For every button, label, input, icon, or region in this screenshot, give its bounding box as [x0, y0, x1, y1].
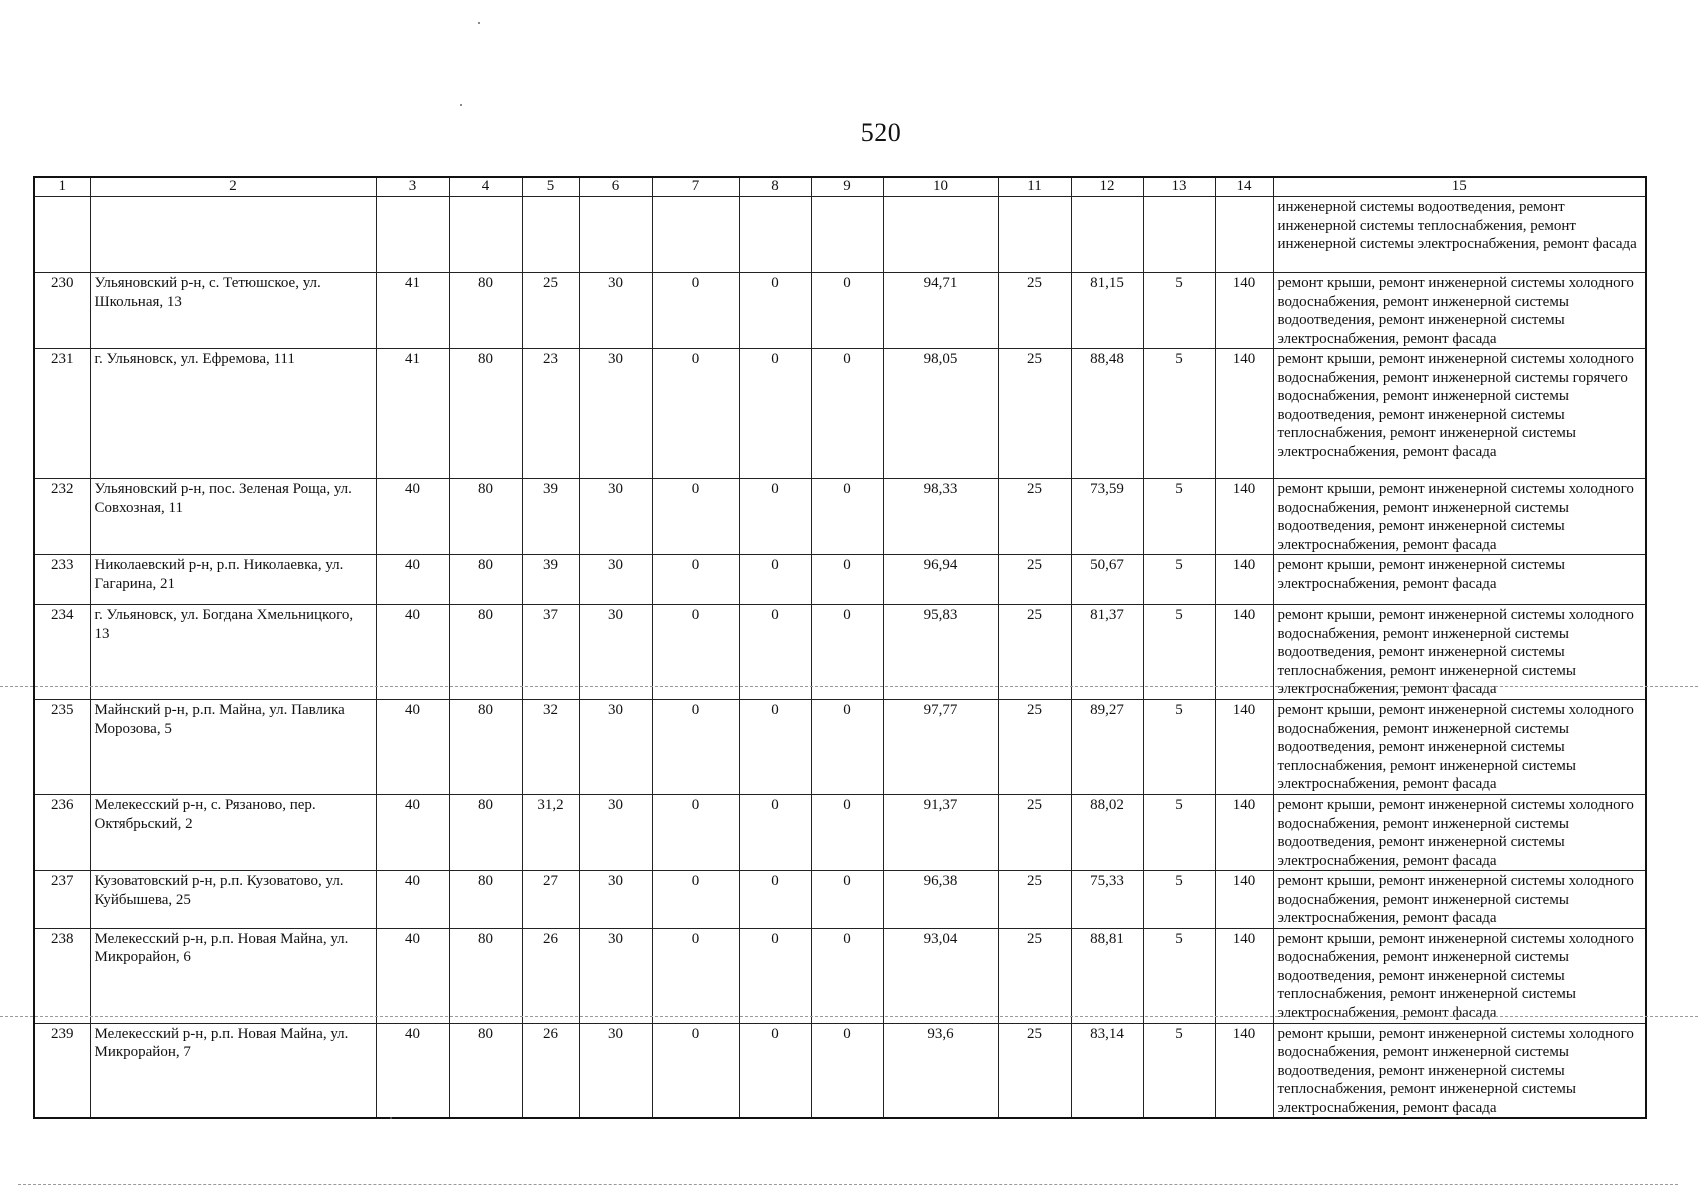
address-cell: г. Ульяновск, ул. Ефремова, 111 — [90, 349, 376, 479]
works-cell: ремонт крыши, ремонт инженерной системы холодного водоснабжения, ремонт инженерной системы водоотведения, ремонт инженерной системы электроснабжения, ремонт фасада — [1273, 479, 1646, 555]
works-cell: ремонт крыши, ремонт инженерной системы холодного водоснабжения, ремонт инженерной системы водоотведения, ремонт инженерной системы электроснабжения, ремонт фасада — [1273, 795, 1646, 871]
table-row — [34, 479, 1646, 555]
value-cell: 31,2 — [522, 795, 579, 871]
value-cell: 40 — [376, 479, 449, 555]
value-cell: 0 — [811, 871, 883, 929]
scan-speck — [460, 104, 462, 106]
value-cell: 81,37 — [1071, 605, 1143, 700]
row-number: 234 — [34, 605, 90, 700]
column-header: 15 — [1273, 177, 1646, 197]
value-cell: 140 — [1215, 700, 1273, 795]
value-cell: 0 — [652, 1023, 739, 1118]
value-cell: 75,33 — [1071, 871, 1143, 929]
value-cell: 26 — [522, 1023, 579, 1118]
value-cell: 0 — [652, 871, 739, 929]
value-cell: 80 — [449, 349, 522, 479]
value-cell: 0 — [739, 349, 811, 479]
column-header: 7 — [652, 177, 739, 197]
row-number: 235 — [34, 700, 90, 795]
column-header: 4 — [449, 177, 522, 197]
value-cell: 80 — [449, 479, 522, 555]
value-cell: 140 — [1215, 928, 1273, 1023]
value-cell: 80 — [449, 871, 522, 929]
address-cell: Мелекесский р-н, р.п. Новая Майна, ул. Микрорайон, 7 — [90, 1023, 376, 1118]
value-cell: 88,02 — [1071, 795, 1143, 871]
value-cell — [1071, 197, 1143, 273]
value-cell: 25 — [522, 273, 579, 349]
page-number: 520 — [860, 118, 902, 147]
value-cell: 5 — [1143, 795, 1215, 871]
value-cell: 37 — [522, 605, 579, 700]
column-header: 9 — [811, 177, 883, 197]
value-cell: 30 — [579, 871, 652, 929]
value-cell: 93,04 — [883, 928, 998, 1023]
scan-artifact-line — [0, 1016, 1698, 1017]
value-cell: 41 — [376, 349, 449, 479]
value-cell — [1215, 197, 1273, 273]
value-cell: 0 — [652, 273, 739, 349]
value-cell — [376, 197, 449, 273]
works-cell: ремонт крыши, ремонт инженерной системы электроснабжения, ремонт фасада — [1273, 555, 1646, 605]
value-cell: 0 — [652, 795, 739, 871]
table-row — [34, 197, 1646, 273]
value-cell: 80 — [449, 273, 522, 349]
value-cell: 0 — [739, 1023, 811, 1118]
column-header: 8 — [739, 177, 811, 197]
value-cell — [652, 197, 739, 273]
value-cell: 30 — [579, 795, 652, 871]
value-cell: 140 — [1215, 555, 1273, 605]
value-cell: 30 — [579, 555, 652, 605]
table-row — [34, 349, 1646, 479]
value-cell: 40 — [376, 555, 449, 605]
value-cell: 80 — [449, 605, 522, 700]
value-cell: 25 — [998, 928, 1071, 1023]
table-row — [34, 555, 1646, 605]
works-cell: ремонт крыши, ремонт инженерной системы холодного водоснабжения, ремонт инженерной системы водоотведения, ремонт инженерной системы теплоснабжения, ремонт инженерной системы электроснабжения, ремонт фасада — [1273, 928, 1646, 1023]
value-cell: 0 — [811, 479, 883, 555]
value-cell: 30 — [579, 349, 652, 479]
value-cell: 27 — [522, 871, 579, 929]
value-cell — [883, 197, 998, 273]
works-cell: ремонт крыши, ремонт инженерной системы холодного водоснабжения, ремонт инженерной системы горячего водоснабжения, ремонт инженерной системы водоотведения, ремонт инженерной системы теплоснабжения, ремонт инженерной системы электроснабжения, ремонт фасада — [1273, 349, 1646, 479]
value-cell: 97,77 — [883, 700, 998, 795]
row-number: 238 — [34, 928, 90, 1023]
value-cell: 88,48 — [1071, 349, 1143, 479]
value-cell: 89,27 — [1071, 700, 1143, 795]
column-header: 5 — [522, 177, 579, 197]
table-row — [34, 273, 1646, 349]
column-number-row — [34, 177, 1646, 197]
repair-program-table — [33, 176, 1647, 1119]
value-cell: 0 — [739, 479, 811, 555]
value-cell: 140 — [1215, 871, 1273, 929]
value-cell: 0 — [652, 555, 739, 605]
value-cell: 80 — [449, 795, 522, 871]
value-cell: 80 — [449, 700, 522, 795]
value-cell: 40 — [376, 928, 449, 1023]
value-cell: 25 — [998, 795, 1071, 871]
value-cell: 0 — [739, 871, 811, 929]
column-header: 12 — [1071, 177, 1143, 197]
value-cell: 83,14 — [1071, 1023, 1143, 1118]
works-cell: ремонт крыши, ремонт инженерной системы холодного водоснабжения, ремонт инженерной системы водоотведения, ремонт инженерной системы теплоснабжения, ремонт инженерной системы электроснабжения, ремонт фасада — [1273, 605, 1646, 700]
row-number: 231 — [34, 349, 90, 479]
address-cell: Николаевский р-н, р.п. Николаевка, ул. Гагарина, 21 — [90, 555, 376, 605]
column-header: 6 — [579, 177, 652, 197]
value-cell: 30 — [579, 605, 652, 700]
value-cell: 39 — [522, 555, 579, 605]
table-row — [34, 795, 1646, 871]
value-cell: 140 — [1215, 273, 1273, 349]
scan-speck — [478, 22, 480, 24]
value-cell: 0 — [739, 273, 811, 349]
row-number: 233 — [34, 555, 90, 605]
column-header: 10 — [883, 177, 998, 197]
value-cell: 5 — [1143, 871, 1215, 929]
works-cell: ремонт крыши, ремонт инженерной системы холодного водоснабжения, ремонт инженерной системы электроснабжения, ремонт фасада — [1273, 871, 1646, 929]
value-cell — [1143, 197, 1215, 273]
works-cell: инженерной системы водоотведения, ремонт инженерной системы теплоснабжения, ремонт инженерной системы электроснабжения, ремонт фасада — [1273, 197, 1646, 273]
table-row — [34, 928, 1646, 1023]
value-cell: 30 — [579, 273, 652, 349]
value-cell: 30 — [579, 928, 652, 1023]
value-cell: 80 — [449, 1023, 522, 1118]
address-cell: Ульяновский р-н, с. Тетюшское, ул. Школьная, 13 — [90, 273, 376, 349]
column-header: 2 — [90, 177, 376, 197]
value-cell: 0 — [811, 1023, 883, 1118]
value-cell — [449, 197, 522, 273]
value-cell: 5 — [1143, 273, 1215, 349]
value-cell: 140 — [1215, 479, 1273, 555]
scan-artifact-line — [18, 1184, 1678, 1185]
column-header: 1 — [34, 177, 90, 197]
value-cell: 80 — [449, 928, 522, 1023]
value-cell: 5 — [1143, 349, 1215, 479]
value-cell — [739, 197, 811, 273]
value-cell: 25 — [998, 555, 1071, 605]
value-cell: 0 — [652, 349, 739, 479]
value-cell: 140 — [1215, 795, 1273, 871]
value-cell: 23 — [522, 349, 579, 479]
row-number: 232 — [34, 479, 90, 555]
value-cell: 0 — [739, 605, 811, 700]
value-cell: 140 — [1215, 1023, 1273, 1118]
value-cell: 30 — [579, 700, 652, 795]
value-cell — [998, 197, 1071, 273]
value-cell — [579, 197, 652, 273]
value-cell: 0 — [652, 700, 739, 795]
value-cell: 40 — [376, 795, 449, 871]
address-cell — [90, 197, 376, 273]
value-cell: 0 — [739, 700, 811, 795]
value-cell: 140 — [1215, 349, 1273, 479]
value-cell: 95,83 — [883, 605, 998, 700]
value-cell: 25 — [998, 700, 1071, 795]
table-row — [34, 1023, 1646, 1118]
value-cell: 40 — [376, 1023, 449, 1118]
value-cell: 0 — [811, 700, 883, 795]
value-cell: 5 — [1143, 479, 1215, 555]
value-cell: 98,33 — [883, 479, 998, 555]
address-cell: Мелекесский р-н, с. Рязаново, пер. Октябрьский, 2 — [90, 795, 376, 871]
value-cell: 40 — [376, 871, 449, 929]
value-cell: 30 — [579, 479, 652, 555]
value-cell: 50,67 — [1071, 555, 1143, 605]
value-cell: 96,94 — [883, 555, 998, 605]
value-cell: 96,38 — [883, 871, 998, 929]
value-cell: 26 — [522, 928, 579, 1023]
column-header: 14 — [1215, 177, 1273, 197]
value-cell — [811, 197, 883, 273]
value-cell — [522, 197, 579, 273]
column-header: 13 — [1143, 177, 1215, 197]
value-cell: 5 — [1143, 1023, 1215, 1118]
value-cell: 30 — [579, 1023, 652, 1118]
value-cell: 140 — [1215, 605, 1273, 700]
value-cell: 0 — [811, 349, 883, 479]
value-cell: 0 — [739, 555, 811, 605]
value-cell: 25 — [998, 605, 1071, 700]
value-cell: 25 — [998, 871, 1071, 929]
row-number: 230 — [34, 273, 90, 349]
value-cell: 91,37 — [883, 795, 998, 871]
value-cell: 80 — [449, 555, 522, 605]
value-cell: 40 — [376, 605, 449, 700]
value-cell: 0 — [652, 605, 739, 700]
row-number — [34, 197, 90, 273]
value-cell: 0 — [811, 795, 883, 871]
value-cell: 25 — [998, 1023, 1071, 1118]
value-cell: 25 — [998, 273, 1071, 349]
value-cell: 0 — [652, 479, 739, 555]
address-cell: Майнский р-н, р.п. Майна, ул. Павлика Морозова, 5 — [90, 700, 376, 795]
value-cell: 94,71 — [883, 273, 998, 349]
value-cell: 5 — [1143, 928, 1215, 1023]
address-cell: Кузоватовский р-н, р.п. Кузоватово, ул. Куйбышева, 25 — [90, 871, 376, 929]
value-cell: 0 — [811, 273, 883, 349]
value-cell: 0 — [811, 555, 883, 605]
value-cell: 25 — [998, 479, 1071, 555]
table-row — [34, 871, 1646, 929]
value-cell: 0 — [811, 928, 883, 1023]
value-cell: 5 — [1143, 700, 1215, 795]
address-cell: г. Ульяновск, ул. Богдана Хмельницкого, 13 — [90, 605, 376, 700]
value-cell: 0 — [739, 928, 811, 1023]
row-number: 236 — [34, 795, 90, 871]
value-cell: 39 — [522, 479, 579, 555]
address-cell: Ульяновский р-н, пос. Зеленая Роща, ул. Совхозная, 11 — [90, 479, 376, 555]
value-cell: 88,81 — [1071, 928, 1143, 1023]
scan-speck — [390, 1117, 392, 1119]
value-cell: 41 — [376, 273, 449, 349]
table-row — [34, 700, 1646, 795]
column-header: 3 — [376, 177, 449, 197]
address-cell: Мелекесский р-н, р.п. Новая Майна, ул. Микрорайон, 6 — [90, 928, 376, 1023]
row-number: 239 — [34, 1023, 90, 1118]
value-cell: 93,6 — [883, 1023, 998, 1118]
value-cell: 98,05 — [883, 349, 998, 479]
value-cell: 73,59 — [1071, 479, 1143, 555]
row-number: 237 — [34, 871, 90, 929]
value-cell: 81,15 — [1071, 273, 1143, 349]
value-cell: 5 — [1143, 605, 1215, 700]
works-cell: ремонт крыши, ремонт инженерной системы холодного водоснабжения, ремонт инженерной системы водоотведения, ремонт инженерной системы электроснабжения, ремонт фасада — [1273, 273, 1646, 349]
scan-artifact-line — [0, 686, 1698, 687]
value-cell: 0 — [811, 605, 883, 700]
works-cell: ремонт крыши, ремонт инженерной системы холодного водоснабжения, ремонт инженерной системы водоотведения, ремонт инженерной системы теплоснабжения, ремонт инженерной системы электроснабжения, ремонт фасада — [1273, 1023, 1646, 1118]
value-cell: 25 — [998, 349, 1071, 479]
value-cell: 5 — [1143, 555, 1215, 605]
column-header: 11 — [998, 177, 1071, 197]
works-cell: ремонт крыши, ремонт инженерной системы холодного водоснабжения, ремонт инженерной системы водоотведения, ремонт инженерной системы теплоснабжения, ремонт инженерной системы электроснабжения, ремонт фасада — [1273, 700, 1646, 795]
value-cell: 40 — [376, 700, 449, 795]
value-cell: 0 — [652, 928, 739, 1023]
value-cell: 0 — [739, 795, 811, 871]
value-cell: 32 — [522, 700, 579, 795]
